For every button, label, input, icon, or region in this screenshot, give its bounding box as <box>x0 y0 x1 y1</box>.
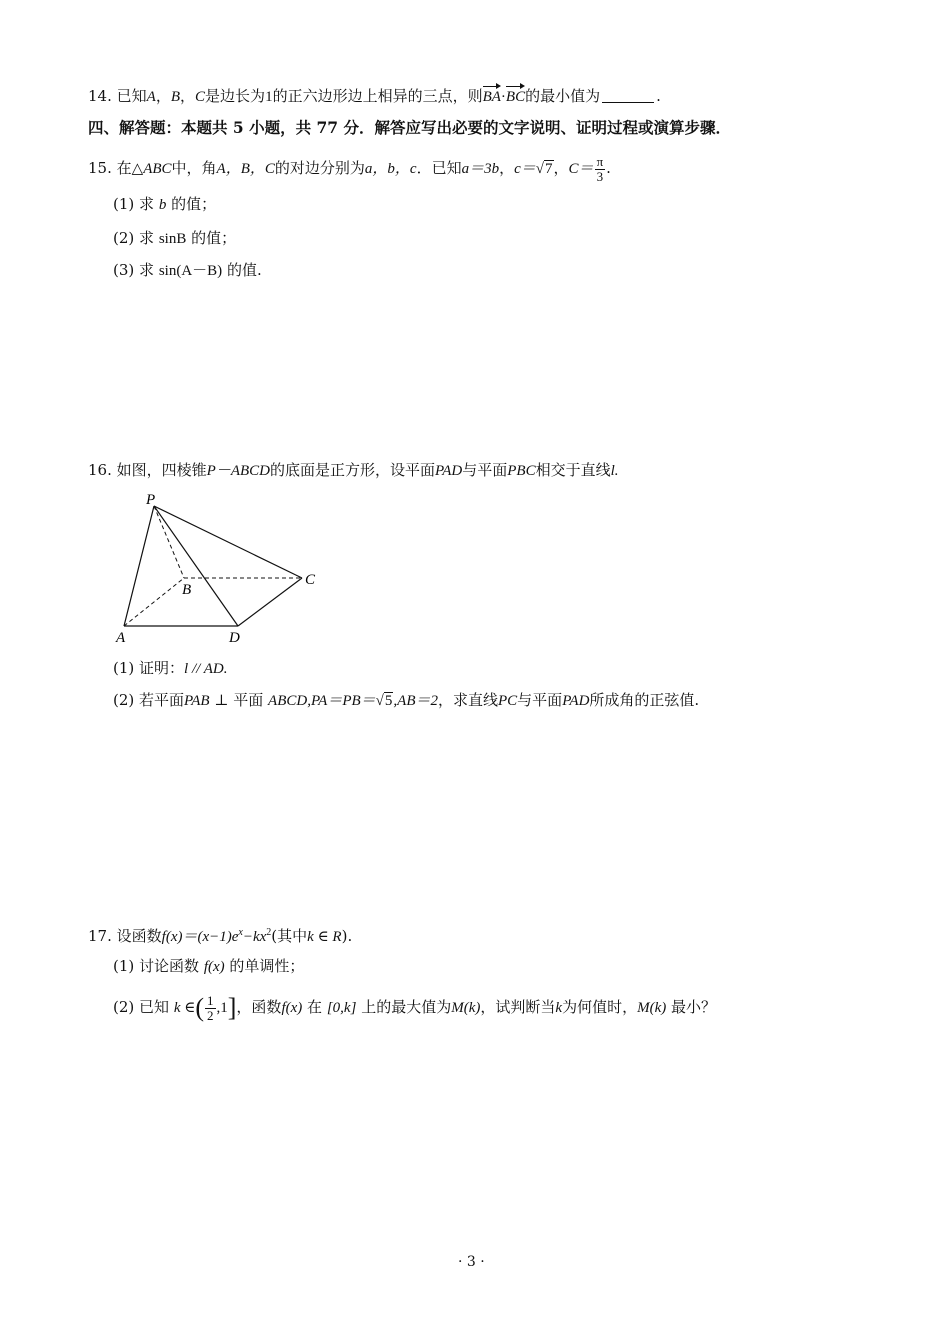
q16-part-2 <box>113 690 699 711</box>
label-p: P <box>146 492 156 508</box>
q15-part-2 <box>113 228 236 249</box>
math: C＝ <box>568 161 594 177</box>
edge-dc <box>238 578 302 626</box>
math: π <box>596 153 604 169</box>
math: b <box>158 197 167 213</box>
math: sin(A－B) <box>158 263 223 279</box>
math: ,AB＝2 <box>393 693 438 709</box>
q15-part-3 <box>113 260 262 281</box>
math: k ∈ R <box>307 929 342 945</box>
text: 已知 <box>116 87 147 105</box>
text: 与平面 <box>462 461 508 479</box>
math: [0,k] <box>326 1000 357 1016</box>
text: 所成角的正弦值. <box>589 691 700 709</box>
answer-blank <box>602 88 654 103</box>
math: k <box>555 1000 563 1016</box>
text: 的正六边形边上相异的三点，则 <box>272 87 483 105</box>
question-17 <box>88 923 352 947</box>
math: 3 <box>596 168 604 184</box>
q17-part-2: (2) 已知 k ∈( $\frac{1}{2}$ ,1]，函数f(x) 在 [0,k] 上的最大值为M(k)，试判断当k为何值时，M(k) 最小？ <box>113 992 717 1023</box>
math: PAD <box>562 693 590 709</box>
section-header: 四、解答题：本题共 5 小题，共 77 分．解答应写出必要的文字说明、证明过程或演算步骤． <box>88 118 731 137</box>
text: (3) 求 <box>113 261 155 279</box>
math: PBC <box>507 463 536 479</box>
text: 上的最大值为 <box>361 998 452 1016</box>
text: (1) 求 <box>113 195 155 213</box>
math: PC <box>498 693 518 709</box>
edge-ab <box>124 578 184 626</box>
text: 中，角 <box>171 159 217 177</box>
math: A，B，C <box>216 161 275 177</box>
question-number: 17. <box>88 927 112 945</box>
label-a: A <box>116 630 126 646</box>
page-number: · 3 · <box>458 1254 485 1270</box>
q16-part-1 <box>113 658 228 679</box>
text: (2) 已知 <box>113 998 170 1016</box>
question-number: 16. <box>88 461 112 479</box>
edge-pd <box>154 506 238 626</box>
text: (1) 证明： <box>113 659 185 677</box>
math: M(k) <box>637 1000 667 1016</box>
edge-pa <box>124 506 154 626</box>
math: f(x) <box>203 959 225 975</box>
text: 的对边分别为 <box>274 159 365 177</box>
math: PAD <box>435 463 463 479</box>
math: f(x)＝(x−1)e <box>161 929 239 945</box>
math: M(k) <box>451 1000 481 1016</box>
text: 的值； <box>171 195 217 213</box>
text: 的单调性； <box>229 957 305 975</box>
text: 的最小值为 <box>525 87 601 105</box>
text: 为何值时， <box>562 998 638 1016</box>
text: 是边长为 <box>205 87 266 105</box>
text: (2) 求 <box>113 229 155 247</box>
text: (2) 若平面 <box>113 691 185 709</box>
math: ,1 <box>216 1000 228 1016</box>
math: 5 <box>384 693 393 709</box>
text: 相交于直线 <box>535 461 611 479</box>
math: B <box>170 89 181 105</box>
math: 7 <box>545 161 553 177</box>
text: 最小？ <box>671 998 717 1016</box>
text: ，试判断当 <box>480 998 556 1016</box>
math: PAB <box>184 693 210 709</box>
math: sinB <box>158 231 187 247</box>
math: l // AD. <box>184 661 228 677</box>
text: ，求直线 <box>437 691 498 709</box>
text: . <box>606 159 611 177</box>
fraction-pi-over-3 <box>595 155 606 184</box>
question-16 <box>88 460 619 481</box>
math: 2 <box>266 927 272 938</box>
question-15 <box>88 153 611 184</box>
vector-ba: BA <box>482 89 501 105</box>
math: ABCD,PA＝PB＝ <box>268 693 376 709</box>
text: 设函数 <box>116 927 162 945</box>
text: 的底面是正方形，设平面 <box>269 461 435 479</box>
text: ). <box>341 927 353 945</box>
math: C <box>195 89 206 105</box>
text: 的值. <box>226 261 262 279</box>
vector-bc: BC <box>505 89 526 105</box>
math: P－ABCD <box>206 463 270 479</box>
math: A <box>146 89 156 105</box>
math: a，b，c <box>364 161 417 177</box>
text: (1) 讨论函数 <box>113 957 200 975</box>
q15-part-1 <box>113 194 216 215</box>
math: · <box>500 89 506 105</box>
math: k ∈ <box>173 1000 196 1016</box>
text: ， <box>155 87 171 105</box>
text: 在△ <box>116 159 144 177</box>
text: ， <box>499 159 515 177</box>
q17-part-1 <box>113 956 304 977</box>
math: x <box>238 927 243 938</box>
math: ABC <box>143 161 172 177</box>
text: ，函数 <box>236 998 282 1016</box>
question-number: 14. <box>88 87 112 105</box>
edge-pc <box>154 506 302 578</box>
fraction-one-half <box>205 994 216 1023</box>
math: 2 <box>207 1007 214 1023</box>
label-d: D <box>229 630 240 646</box>
text: 的值； <box>191 229 237 247</box>
sqrt-7: √7 <box>535 161 553 177</box>
math: f(x) <box>281 1000 303 1016</box>
question-14 <box>88 86 661 107</box>
text: ， <box>180 87 196 105</box>
text: 与平面 <box>517 691 563 709</box>
math: 1 <box>207 992 214 1008</box>
text: 如图，四棱锥 <box>116 461 207 479</box>
label-b: B <box>182 582 192 598</box>
question-number: 15. <box>88 159 112 177</box>
math: 1 <box>265 89 273 105</box>
text: (其中 <box>271 927 308 945</box>
text: ， <box>553 159 569 177</box>
text: ⊥ 平面 <box>214 691 264 709</box>
math: −kx <box>242 929 267 945</box>
text: ．已知 <box>416 159 462 177</box>
math: l. <box>610 463 619 479</box>
math: c＝ <box>514 161 536 177</box>
text: . <box>656 87 661 105</box>
math: a＝3b <box>461 161 500 177</box>
text: 在 <box>307 998 323 1016</box>
pyramid-figure <box>108 490 328 650</box>
label-c: C <box>305 572 316 588</box>
sqrt-5: √5 <box>375 693 393 709</box>
